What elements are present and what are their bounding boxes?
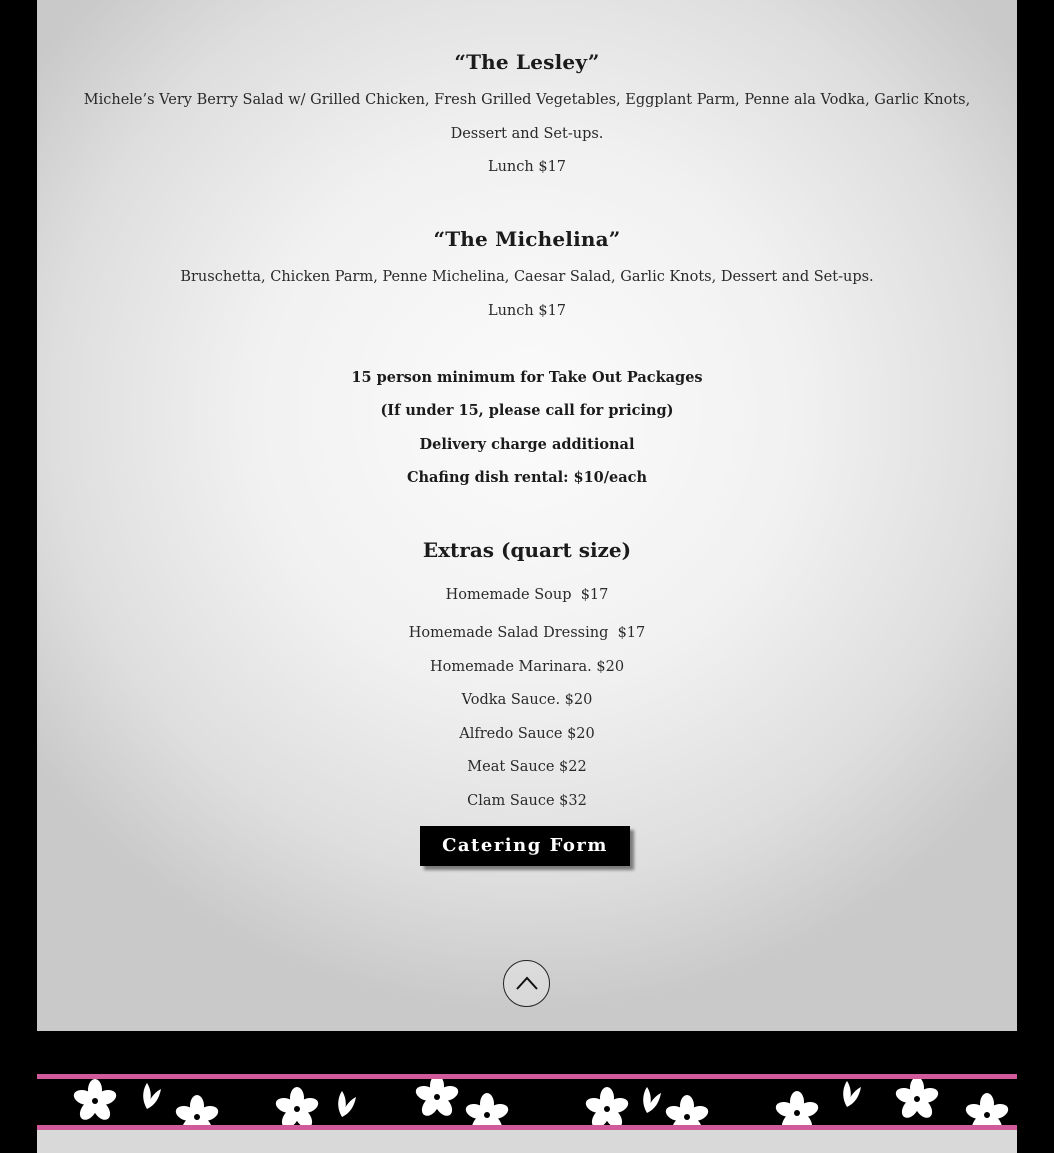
footer-floral-banner (37, 1074, 1017, 1130)
hibiscus-flower-icon (37, 1079, 1017, 1125)
extras-item-clam-sauce: Clam Sauce $32 (467, 793, 587, 809)
extras-item-meat-sauce: Meat Sauce $22 (467, 759, 587, 775)
note-chafing-dish: Chafing dish rental: $10/each (406, 469, 648, 486)
note-delivery: Delivery charge additional (419, 436, 635, 453)
extras-item-vodka-sauce: Vodka Sauce. $20 (461, 692, 593, 708)
extras-item-marinara: Homemade Marinara. $20 (429, 659, 625, 675)
footer-strip (37, 1130, 1017, 1153)
extras-item-salad-dressing: Homemade Salad Dressing $17 (408, 625, 646, 641)
package-description-michelina: Bruschetta, Chicken Parm, Penne Michelina, Caesar Salad, Garlic Knots, Dessert and Set-ups. (180, 269, 874, 285)
package-price-lesley: Lunch $17 (487, 159, 567, 175)
package-title-michelina: “The Michelina” (433, 227, 621, 251)
note-under-15: (If under 15, please call for pricing) (380, 402, 674, 419)
extras-title: Extras (quart size) (422, 538, 632, 562)
extras-item-alfredo-sauce: Alfredo Sauce $20 (459, 726, 595, 742)
scroll-to-top-button[interactable] (503, 960, 550, 1007)
package-title-lesley: “The Lesley” (454, 50, 600, 74)
chevron-up-icon (515, 975, 539, 991)
menu-page (37, 0, 1017, 1031)
extras-item-soup: Homemade Soup $17 (445, 587, 609, 603)
catering-form-button[interactable]: Catering Form (420, 826, 630, 866)
package-price-michelina: Lunch $17 (487, 303, 567, 319)
package-description-lesley: Michele’s Very Berry Salad w/ Grilled Chicken, Fresh Grilled Vegetables, Eggplant Parm, Penne ala Vodka, Garlic Knots, Dessert and Set-ups. (83, 92, 971, 142)
note-minimum: 15 person minimum for Take Out Packages (351, 369, 703, 386)
